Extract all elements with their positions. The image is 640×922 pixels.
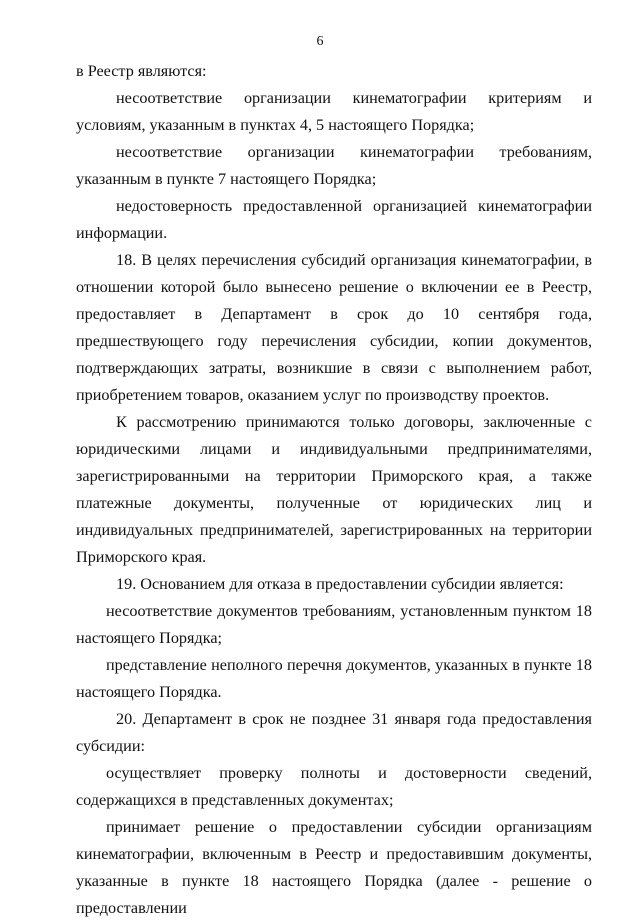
- paragraph-intro: в Реестр являются:: [76, 62, 207, 80]
- paragraph-item-18: 18. В целях перечисления субсидий организация кинематографии, в отношении которой было вынесено решение о включении ее в Реестр, предоставляет в Департамент в срок до 10 сентября года, предшествующего году перечисления субсидии, копии документов, подтверждающих затраты, возникшие в связи с выполнением работ, приобретением товаров, оказанием услуг по производству проектов.: [76, 251, 592, 404]
- paragraph-item-19: 19. Основанием для отказа в предоставлении субсидии является:: [116, 575, 564, 593]
- paragraph-decision: принимает решение о предоставлении субсидии организациям кинематографии, включенным в Реестр и предоставившим документы, указанные в пункте 18 настоящего Порядка (далее - решение о предоставлении: [76, 818, 592, 917]
- paragraph-contracts-accepted: К рассмотрению принимаются только договоры, заключенные с юридическими лицами и индивидуальными предпринимателями, зарегистрированными на территории Приморского края, а также платежные документы, полученные от юридических лиц и индивидуальных предпринимателей, зарегистрированных на территории Приморского края.: [76, 413, 592, 566]
- paragraph-documents-mismatch: несоответствие документов требованиям, установленным пунктом 18 настоящего Порядка;: [76, 602, 592, 647]
- paragraph-criteria-mismatch: несоответствие организации кинематографии критериям и условиям, указанным в пунктах 4, 5 настоящего Порядка;: [76, 89, 592, 134]
- paragraph-verification: осуществляет проверку полноты и достоверности сведений, содержащихся в представленных документах;: [76, 764, 592, 809]
- document-body: [76, 58, 592, 922]
- paragraph-requirements-mismatch: несоответствие организации кинематографии требованиям, указанным в пункте 7 настоящего Порядка;: [76, 143, 592, 188]
- page-number: 6: [316, 34, 324, 49]
- paragraph-inaccurate-info: недостоверность предоставленной организацией кинематографии информации.: [76, 197, 592, 242]
- paragraph-item-20: 20. Департамент в срок не позднее 31 января года предоставления субсидии:: [76, 710, 592, 755]
- paragraph-incomplete-list: представление неполного перечня документов, указанных в пункте 18 настоящего Порядка.: [76, 656, 592, 701]
